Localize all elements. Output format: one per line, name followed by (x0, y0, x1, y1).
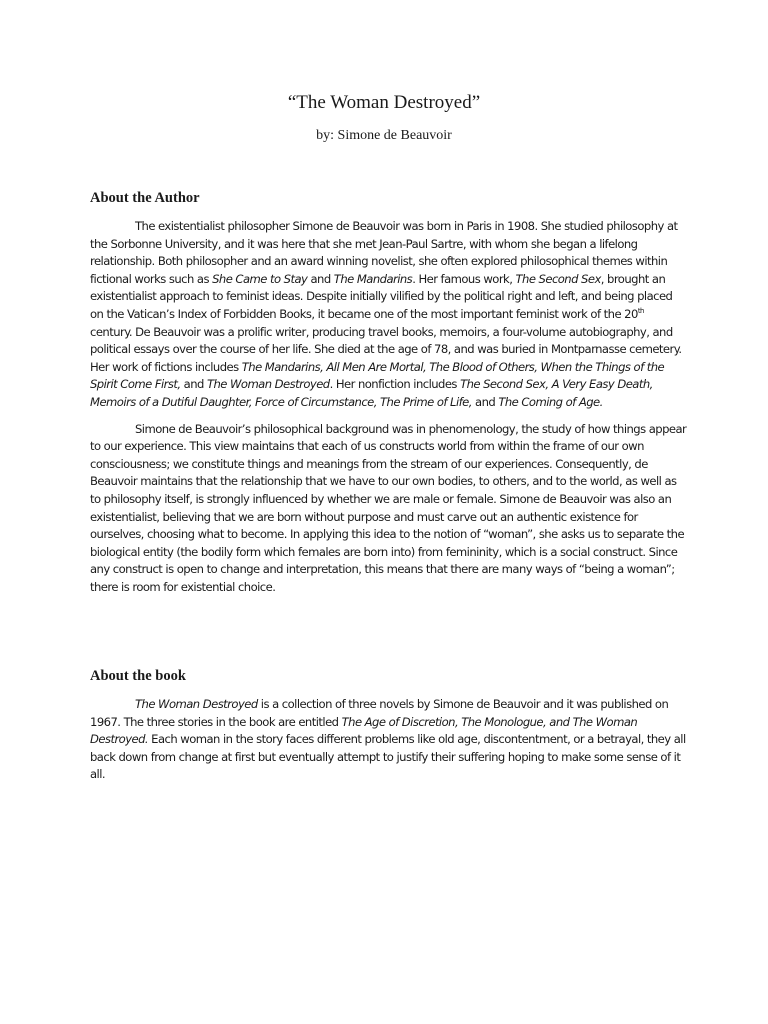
text-run: Each woman in the story faces different problems like old age, discontentment, or a betrayal, they all back down from change at first but eventually attempt to justify their suffering hoping to make some sense of it all. (90, 732, 686, 782)
about-book-section (90, 666, 688, 793)
superscript: th (637, 307, 644, 316)
text-run: , brought an existentialist approach to feminist ideas. Despite initially vilified by the political right and left, and being placed on the Vatican’s Index of Forbidden Books, it became one of the most important feminist work of the 20 (90, 271, 673, 321)
italic-title: The Mandarins (333, 271, 413, 286)
book-paragraph-1 (90, 696, 688, 784)
about-book-heading: About the book (90, 668, 186, 684)
italic-title: The Second Sex, A Very Easy Death, Memoirs of a Dutiful Daughter, Force of Circumstance, The Prime of Life, (90, 377, 653, 409)
text-run: . Her famous work, (412, 271, 516, 286)
italic-title: The Coming of Age. (498, 394, 603, 409)
italic-title: The Second Sex (515, 271, 601, 286)
text-run: and (307, 271, 334, 286)
text-run: century. De Beauvoir was a prolific writer, producing travel books, memoirs, a four-volume autobiography, and political essays over the course of her life. She died at the age of 78, and was buried in Montparnasse cemetery. Her work of fictions includes (90, 324, 682, 374)
about-author-heading: About the Author (90, 190, 200, 206)
italic-title: The Woman Destroyed (135, 697, 258, 711)
italic-title: She Came to Stay (212, 271, 308, 286)
text-run: . Her nonfiction includes (329, 377, 461, 392)
about-author-section (90, 188, 688, 605)
italic-title: The Woman Destroyed (206, 377, 330, 392)
document-title: “The Woman Destroyed” (287, 92, 481, 113)
author-paragraph-2: Simone de Beauvoir’s philosophical background was in phenomenology, the study of how things appear to our experience. This view maintains that each of us constructs world from within the frame of our own consciousness; we constitute things and meanings from the stream of our experiences. Consequently, de Beauvoir maintains that the relationship that we have to our own bodies, to others, and to the world, as well as to philosophy itself, is strongly influenced by whether we are male or female. Simone de Beauvoir was also an existentialist, believing that we are born without purpose and must carve out an authentic existence for ourselves, choosing what to become. In applying this idea to the notion of “woman”, she asks us to separate the biological entity (the bodily form which females are born into) from femininity, which is a social construct. Since any construct is open to change and interpretation, this means that there are many ways of “being a woman”; there is room for existential choice. (90, 421, 687, 594)
text-run: The existentialist philosopher Simone de Beauvoir was born in Paris in 1908. She studied philosophy at the Sorbonne University, and it was here that she met Jean-Paul Sartre, with whom she began a lifelong relationship. Both philosopher and an award winning novelist, she often explored philosophical themes within fictional works such as (90, 219, 678, 286)
italic-title: The Age of Discretion, The Monologue, and The Woman Destroyed. (90, 714, 638, 747)
text-run: and (180, 377, 207, 392)
italic-title: The Mandarins, All Men Are Mortal, The Blood of Others, When the Things of the Spirit Come First, (90, 359, 665, 392)
text-run: and (471, 394, 499, 409)
document-byline: by: Simone de Beauvoir (316, 128, 452, 143)
author-paragraph-1 (90, 218, 688, 412)
text-run: is a collection of three novels by Simone de Beauvoir and it was published on 1967. The three stories in the book are entitled (90, 697, 669, 729)
